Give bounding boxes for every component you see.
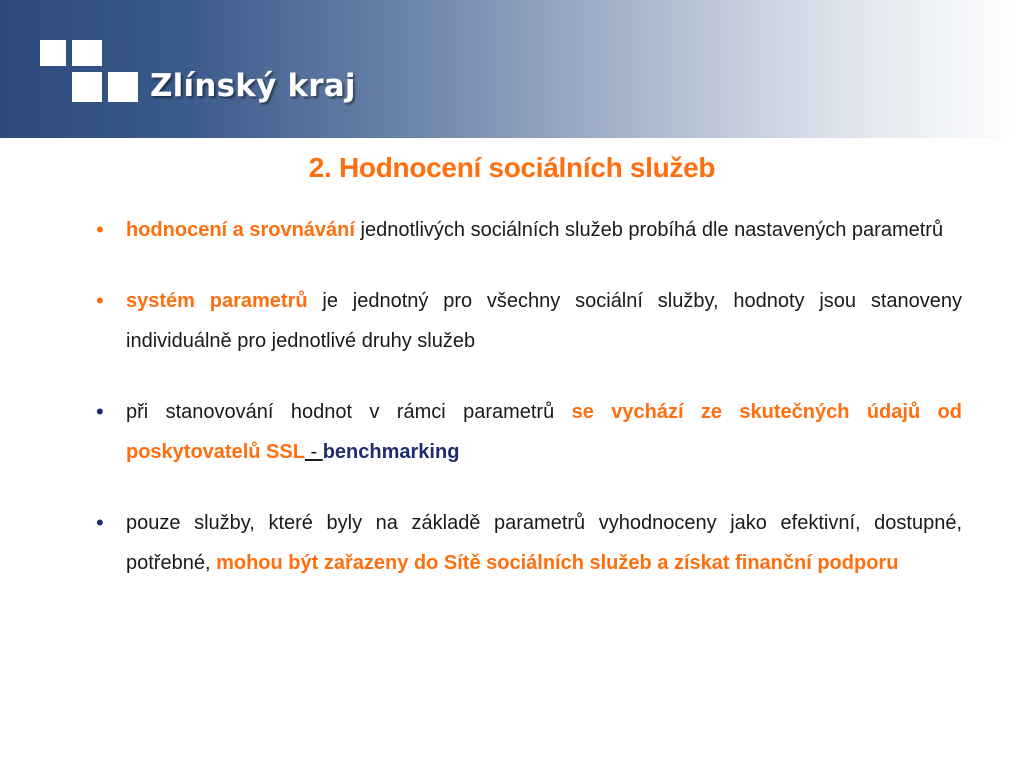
bullet-highlight: mohou být zařazeny do Sítě sociálních služeb a získat finanční podporu (216, 552, 899, 574)
logo-square (108, 72, 138, 102)
logo-square (72, 40, 102, 66)
bullet-highlight: se vychází ze skutečných údajů od poskytovatelů SSL (126, 401, 962, 463)
bullet-dot-icon: • (96, 288, 104, 313)
bullet-navy-term: benchmarking (322, 441, 460, 463)
bullet-text: jednotlivých sociálních služeb probíhá dle nastavených parametrů (354, 219, 944, 241)
logo-square (72, 72, 102, 102)
zlin-region-blocks-icon (40, 40, 140, 104)
bullet-separator: - (304, 441, 323, 463)
bullet-text: je jednotný pro všechny sociální služby, hodnoty jsou stanoveny individuálně pro jednotlivé druhy služeb (126, 290, 963, 352)
bullet-item (96, 281, 962, 361)
logo (40, 40, 356, 110)
bullet-item (96, 392, 962, 472)
logo-text: Zlínský kraj (150, 68, 356, 104)
bullet-dot-icon: • (96, 217, 104, 242)
bullet-list (96, 210, 962, 614)
bullet-item (96, 210, 962, 250)
bullet-text: při stanovování hodnot v rámci parametrů (126, 401, 572, 423)
bullet-text: pouze služby, které byly na základě parametrů vyhodnoceny jako efektivní, dostupné, potřebné, (126, 512, 962, 574)
bullet-dot-icon: • (96, 399, 104, 424)
header-band (0, 0, 1024, 138)
bullet-highlight: systém parametrů (126, 290, 308, 312)
slide-title: 2. Hodnocení sociálních služeb (308, 152, 716, 183)
logo-square (40, 40, 66, 66)
bullet-item (96, 503, 962, 583)
bullet-dot-icon: • (96, 510, 104, 535)
bullet-highlight: hodnocení a srovnávání (126, 219, 355, 241)
